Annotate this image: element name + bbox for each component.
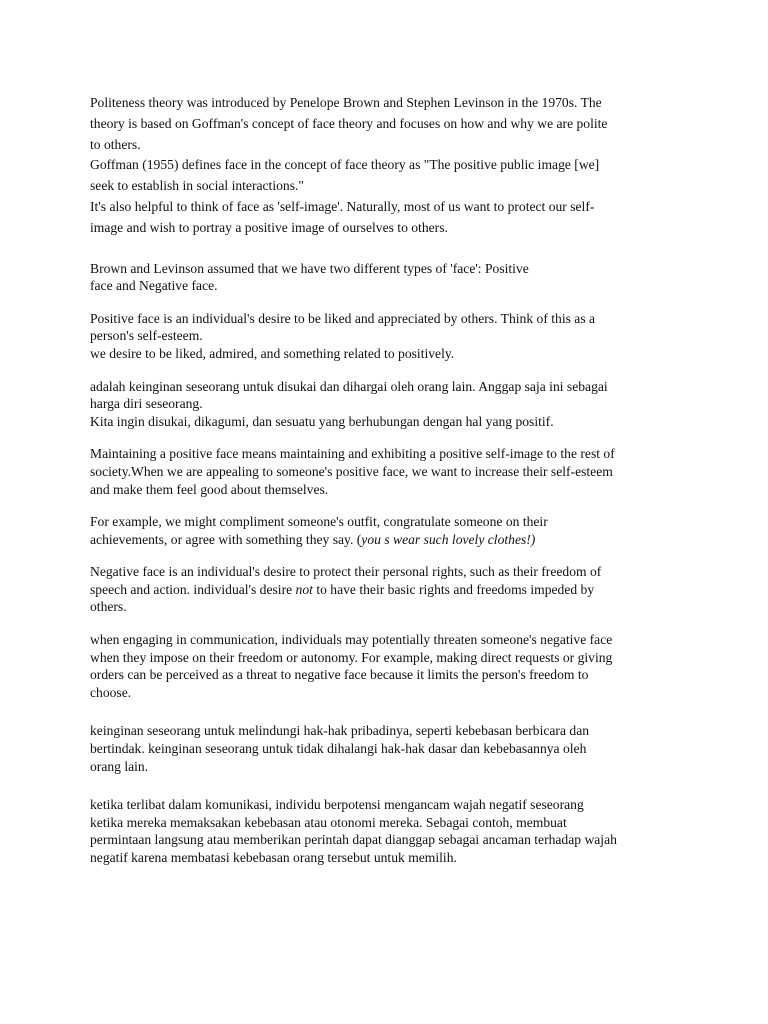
italic-emphasis: not: [295, 581, 313, 597]
paragraph-two-faces: [90, 260, 690, 295]
text-segment: to have their basic rights and freedoms impeded by: [312, 581, 595, 597]
paragraph-threaten-negative-face-id: [90, 796, 690, 866]
text-line: [90, 581, 690, 599]
text-line: Goffman (1955) defines face in the concept of face theory as "The positive public image [we]: [90, 157, 600, 173]
text-line: Negative face is an individual's desire to protect their personal rights, such as their freedom of: [90, 564, 602, 580]
text-line: Kita ingin disukai, dikagumi, dan sesuatu yang berhubungan dengan hal yang positif.: [90, 413, 554, 429]
text-line: others.: [90, 599, 127, 615]
text-line: Brown and Levinson assumed that we have two different types of 'face': Positive: [90, 260, 529, 276]
italic-example: you s wear such lovely clothes!): [361, 531, 536, 547]
text-line: Maintaining a positive face means maintaining and exhibiting a positive self-image to the rest of: [90, 446, 615, 462]
text-line: orang lain.: [90, 758, 149, 774]
paragraph-example-compliment: [90, 513, 690, 548]
text-line: theory is based on Goffman's concept of face theory and focuses on how and why we are polite: [90, 115, 608, 131]
paragraph-threaten-negative-face: [90, 631, 690, 701]
text-line: Politeness theory was introduced by Penelope Brown and Stephen Levinson in the 1970s. The: [90, 95, 602, 110]
paragraph-positive-face: [90, 310, 690, 363]
paragraph-politeness-intro: [90, 93, 690, 239]
text-line: orders can be perceived as a threat to negative face because it limits the person's freedom to: [90, 667, 589, 683]
text-line: choose.: [90, 684, 132, 700]
text-line: For example, we might compliment someone's outfit, congratulate someone on their: [90, 514, 548, 530]
text-line: keinginan seseorang untuk melindungi hak-hak pribadinya, seperti kebebasan berbicara dan: [90, 723, 590, 739]
text-line: adalah keinginan seseorang untuk disukai dan dihargai oleh orang lain. Anggap saja ini sebagai: [90, 378, 608, 394]
text-line: and make them feel good about themselves.: [90, 481, 329, 497]
text-line: Positive face is an individual's desire to be liked and appreciated by others. Think of this as a: [90, 310, 596, 326]
text-line: to others.: [90, 136, 141, 152]
text-line: negatif karena membatasi kebebasan orang tersebut untuk memilih.: [90, 850, 457, 866]
text-line: person's self-esteem.: [90, 328, 203, 344]
document-page: [90, 93, 690, 867]
paragraph-negative-face-id: [90, 722, 690, 775]
text-line: ketika terlibat dalam komunikasi, individu berpotensi mengancam wajah negatif seseorang: [90, 797, 584, 813]
text-segment: speech and action. individual's desire: [90, 581, 296, 597]
text-line: harga diri seseorang.: [90, 396, 203, 412]
text-line: seek to establish in social interactions.": [90, 178, 304, 194]
text-line: It's also helpful to think of face as 'self-image'. Naturally, most of us want to protect our self-: [90, 198, 595, 214]
text-line: bertindak. keinginan seseorang untuk tidak dihalangi hak-hak dasar dan kebebasannya oleh: [90, 741, 587, 757]
text-segment: achievements, or agree with something they say. (: [90, 531, 362, 547]
text-line: face and Negative face.: [90, 278, 218, 294]
text-line: we desire to be liked, admired, and something related to positively.: [90, 345, 455, 361]
text-line: [90, 531, 690, 549]
text-line: ketika mereka memaksakan kebebasan atau otonomi mereka. Sebagai contoh, membuat: [90, 814, 567, 830]
text-line: when engaging in communication, individuals may potentially threaten someone's negative face: [90, 632, 613, 648]
text-line: image and wish to portray a positive image of ourselves to others.: [90, 219, 448, 235]
paragraph-negative-face: [90, 563, 690, 616]
text-line: permintaan langsung atau memberikan perintah dapat dianggap sebagai ancaman terhadap wajah: [90, 832, 617, 848]
text-line: society.When we are appealing to someone's positive face, we want to increase their self-esteem: [90, 463, 613, 479]
text-line: when they impose on their freedom or autonomy. For example, making direct requests or giving: [90, 649, 613, 665]
paragraph-maintaining-positive-face: [90, 445, 690, 498]
paragraph-positive-face-id: [90, 378, 690, 431]
